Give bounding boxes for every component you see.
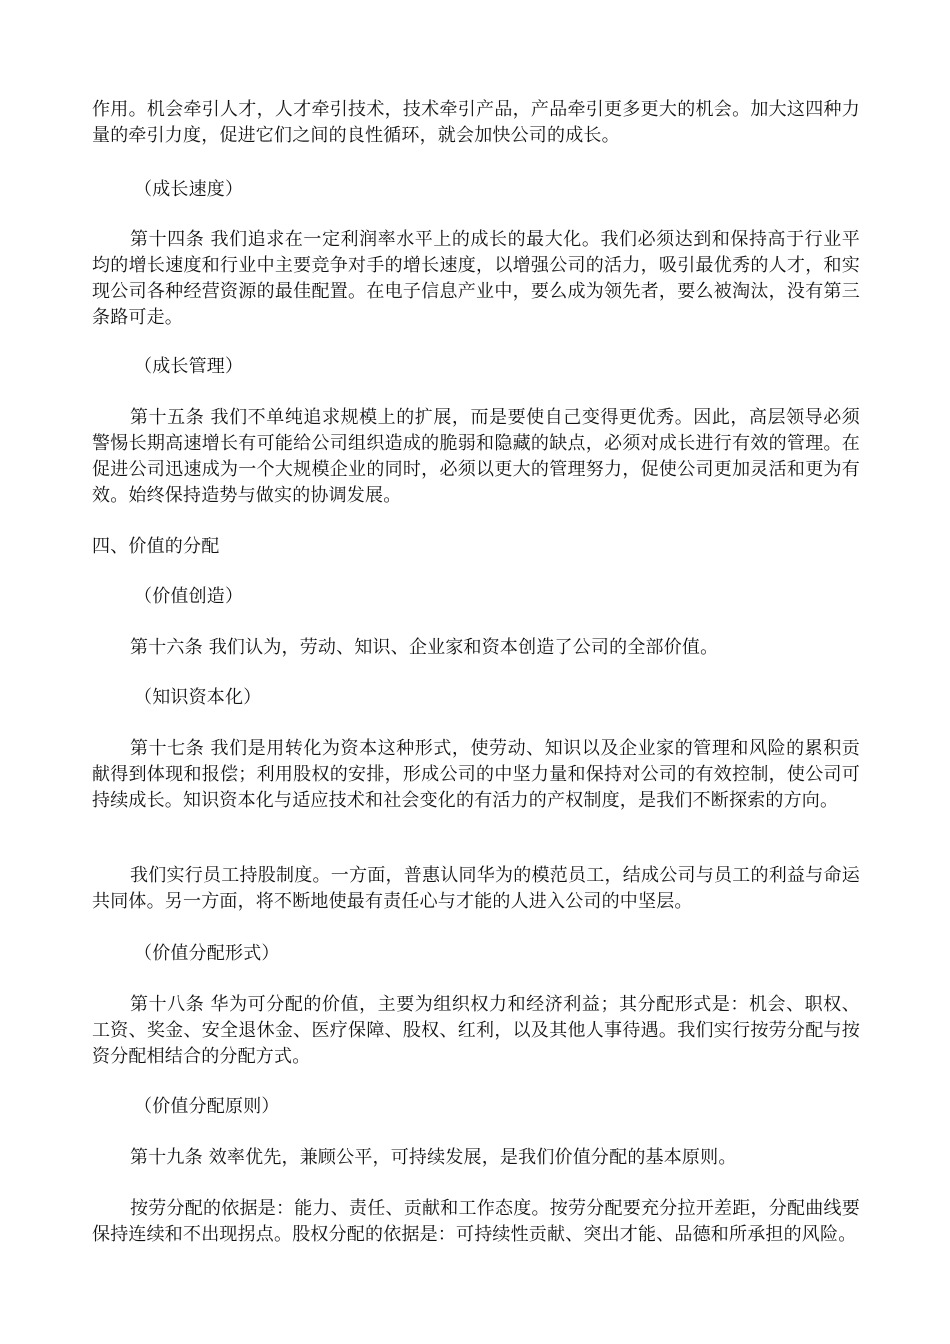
heading-value-creation: （价值创造） <box>134 586 244 607</box>
paragraph-distribution-basis: 按劳分配的依据是：能力、责任、贡献和工作态度。按劳分配要充分拉开差距，分配曲线要保持连续和不出现拐点。股权分配的依据是：可持续性贡献、突出才能、品德和所承担的风险。 <box>92 1198 860 1245</box>
heading-growth-speed: （成长速度） <box>134 179 244 200</box>
paragraph-intro: 作用。机会牵引人才，人才牵引技术，技术牵引产品，产品牵引更多更大的机会。加大这四种力量的牵引力度，促进它们之间的良性循环，就会加快公司的成长。 <box>92 99 860 146</box>
paragraph-article-14: 第十四条 我们追求在一定利润率水平上的成长的最大化。我们必须达到和保持高于行业平均的增长速度和行业中主要竞争对手的增长速度，以增强公司的活力，吸引最优秀的人才，和实现公司各种经营资源的最佳配置。在电子信息产业中，要么成为领先者，要么被淘汰，没有第三条路可走。 <box>92 229 860 328</box>
paragraph-article-18: 第十八条 华为可分配的价值，主要为组织权力和经济利益；其分配形式是：机会、职权、工资、奖金、安全退休金、医疗保障、股权、红利，以及其他人事待遇。我们实行按劳分配与按资分配相结合的分配方式。 <box>92 994 860 1067</box>
section-heading-value-distribution: 四、价值的分配 <box>92 536 220 557</box>
paragraph-article-19: 第十九条 效率优先，兼顾公平，可持续发展，是我们价值分配的基本原则。 <box>130 1147 737 1168</box>
heading-growth-management: （成长管理） <box>134 356 244 377</box>
heading-distribution-form: （价值分配形式） <box>134 943 280 964</box>
paragraph-article-16: 第十六条 我们认为，劳动、知识、企业家和资本创造了公司的全部价值。 <box>130 637 719 658</box>
paragraph-article-15: 第十五条 我们不单纯追求规模上的扩展，而是要使自己变得更优秀。因此，高层领导必须警惕长期高速增长有可能给公司组织造成的脆弱和隐藏的缺点，必须对成长进行有效的管理。在促进公司迅速成为一个大规模企业的同时，必须以更大的管理努力，促使公司更加灵活和更为有效。始终保持造势与做实的协调发展。 <box>92 407 860 506</box>
heading-distribution-principle: （价值分配原则） <box>134 1096 280 1117</box>
paragraph-employee-stock: 我们实行员工持股制度。一方面，普惠认同华为的模范员工，结成公司与员工的利益与命运共同体。另一方面，将不断地使最有责任心与才能的人进入公司的中坚层。 <box>92 865 860 912</box>
paragraph-article-17: 第十七条 我们是用转化为资本这种形式，使劳动、知识以及企业家的管理和风险的累积贡献得到体现和报偿；利用股权的安排，形成公司的中坚力量和保持对公司的有效控制，使公司可持续成长。知识资本化与适应技术和社会变化的有活力的产权制度，是我们不断探索的方向。 <box>92 738 860 811</box>
heading-knowledge-capitalization: （知识资本化） <box>134 687 262 708</box>
